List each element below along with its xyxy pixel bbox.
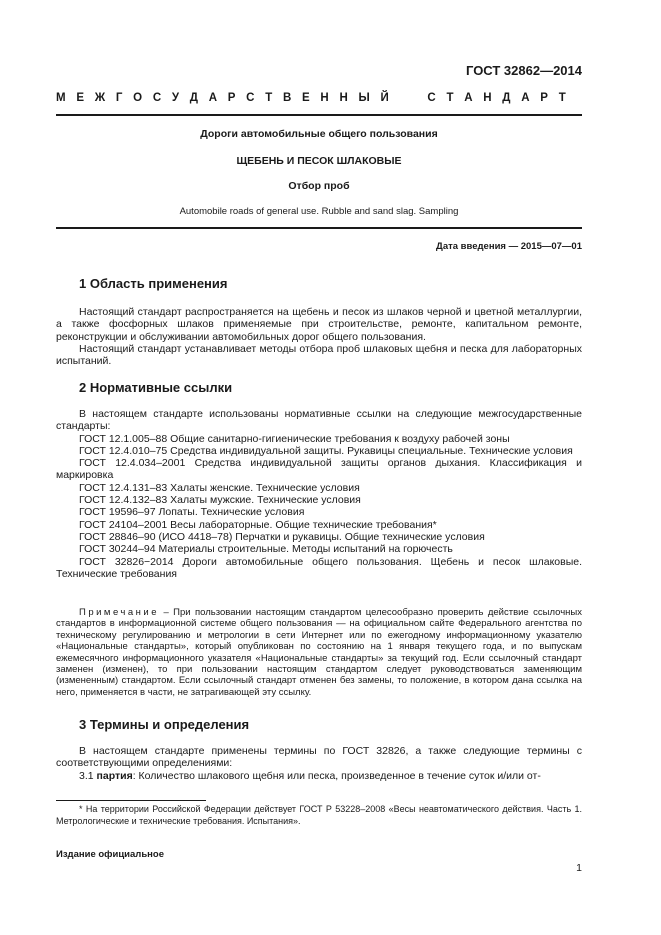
- english-title: Automobile roads of general use. Rubble and sand slag. Sampling: [179, 206, 459, 217]
- term-definition: : Количество шлакового щебня или песка, произведенное в течение суток и/или от-: [132, 769, 541, 782]
- interstate-letter: Ж: [94, 92, 106, 104]
- interstate-letter: [400, 92, 403, 104]
- term-number: 3.1: [79, 769, 97, 782]
- note-label: Примечание: [79, 607, 159, 618]
- section-3-body: [56, 745, 582, 782]
- interstate-letter: А: [208, 92, 218, 104]
- introduction-date: Дата введения — 2015—07—01: [436, 241, 582, 252]
- interstate-letter: В: [282, 92, 292, 104]
- section-1-paragraph-1: Настоящий стандарт распространяется на щебень и песок из шлаков черной и цветной металлургии, а также фосфорных шлаков применяемые при строительстве, ремонте, капитальном ремонте, реконструкции и обслуживании автомобильных дорог общего пользования.: [56, 306, 582, 343]
- interstate-letter: М: [56, 92, 66, 104]
- interstate-letter: [413, 92, 416, 104]
- interstate-letter: Д: [502, 92, 511, 104]
- interstate-letter: Д: [189, 92, 198, 104]
- interstate-letter: Т: [446, 92, 454, 104]
- normative-references-list: [56, 433, 582, 581]
- interstate-letter: С: [246, 92, 255, 104]
- interstate-letter: У: [171, 92, 180, 104]
- term-name: партия: [96, 769, 133, 782]
- section-3-heading: 3 Термины и определения: [79, 717, 250, 732]
- interstate-letter: Е: [302, 92, 310, 104]
- header-rule: [56, 114, 582, 116]
- interstate-letter: А: [521, 92, 530, 104]
- official-edition-label: Издание официальное: [56, 849, 164, 860]
- section-2-body: [56, 408, 582, 580]
- normative-reference-item: ГОСТ 12.4.131–83 Халаты женские. Технические условия: [79, 481, 360, 494]
- normative-reference-item: ГОСТ 19596–97 Лопаты. Технические условия: [79, 506, 305, 519]
- interstate-letter: А: [464, 92, 473, 104]
- normative-reference-item: ГОСТ 28846–90 (ИСО 4418–78) Перчатки и рукавицы. Общие технические условия: [79, 530, 485, 543]
- interstate-letter: Р: [540, 92, 548, 104]
- interstate-letter: Н: [320, 92, 329, 104]
- interstate-letter: Г: [115, 92, 123, 104]
- section-1-heading: 1 Область применения: [79, 276, 228, 291]
- interstate-letter: Й: [380, 92, 389, 104]
- note-text: – При пользовании настоящим стандартом целесообразно проверить действие ссылочных стандартов в информационной системе общего пользования — на официальном сайте Федерального агентства по техническому регулированию и метрологии в сети Интернет или по ежегодному информационному указателю «Национальные стандарты», который опубликован по состоянию на 1 января текущего года, и по выпускам ежемесячного информационного указателя «Национальные стандарты» за текущий год. Если ссылочный стандарт заменен (изменен), то при пользовании настоящим стандартом следует руководствоваться заменяющим (измененным) стандартом. Если ссылочный стандарт отменен без замены, то положение, в котором дана ссылка на него, применяется в части, не затрагивающей эту ссылку.: [56, 607, 582, 698]
- interstate-letter: С: [152, 92, 162, 104]
- document-part-title: Отбор проб: [288, 180, 350, 192]
- interstate-standard-banner: [56, 92, 566, 104]
- title-rule: [56, 227, 582, 229]
- footnote-text: * На территории Российской Федерации действует ГОСТ Р 53228–2008 «Весы неавтоматического действия. Часть 1. Метрологические и технические требования. Испытания».: [56, 804, 582, 826]
- normative-reference-item: ГОСТ 32826−2014 Дороги автомобильные общего пользования. Щебень и песок шлаковые. Технические требования: [56, 555, 582, 580]
- section-1-body: [56, 306, 582, 367]
- footnote: [56, 804, 582, 827]
- section-1-paragraph-2: Настоящий стандарт устанавливает методы отбора проб шлаковых щебня и песка для лабораторных испытаний.: [56, 342, 582, 368]
- document-subtitle: Дороги автомобильные общего пользования: [200, 128, 438, 140]
- normative-reference-item: ГОСТ 12.1.005–88 Общие санитарно-гигиенические требования к воздуху рабочей зоны: [79, 432, 510, 445]
- interstate-letter: О: [133, 92, 143, 104]
- page-number: 1: [576, 862, 582, 874]
- document-title: ЩЕБЕНЬ И ПЕСОК ШЛАКОВЫЕ: [236, 155, 402, 167]
- section-2-heading: 2 Нормативные ссылки: [79, 380, 233, 395]
- interstate-letter: Ы: [358, 92, 370, 104]
- interstate-letter: Р: [227, 92, 236, 104]
- interstate-letter: С: [427, 92, 436, 104]
- interstate-letter: Н: [339, 92, 348, 104]
- interstate-letter: Н: [483, 92, 492, 104]
- normative-reference-item: ГОСТ 24104–2001 Весы лабораторные. Общие технические требования*: [79, 518, 437, 531]
- section-3-paragraph-1: В настоящем стандарте применены термины по ГОСТ 32826, а также следующие термины с соответствующими определениями:: [56, 745, 582, 770]
- standard-number: ГОСТ 32862—2014: [466, 63, 582, 78]
- footnote-rule: [56, 800, 206, 801]
- interstate-letter: Е: [76, 92, 84, 104]
- interstate-letter: Т: [265, 92, 273, 104]
- interstate-letter: Т: [558, 92, 566, 104]
- term-3-1: [56, 770, 582, 782]
- section-2-note: [56, 607, 582, 698]
- normative-reference-item: ГОСТ 30244–94 Материалы строительные. Методы испытаний на горючесть: [79, 543, 453, 556]
- normative-reference-item: ГОСТ 12.4.034–2001 Средства индивидуальной защиты органов дыхания. Классификация и маркировка: [56, 457, 582, 482]
- normative-reference-item: ГОСТ 12.4.132–83 Халаты мужские. Технические условия: [79, 494, 361, 507]
- normative-reference-item: ГОСТ 12.4.010–75 Средства индивидуальной защиты. Рукавицы специальные. Технические условия: [79, 444, 573, 457]
- section-2-paragraph-1: В настоящем стандарте использованы нормативные ссылки на следующие межгосударственные стандарты:: [56, 408, 582, 433]
